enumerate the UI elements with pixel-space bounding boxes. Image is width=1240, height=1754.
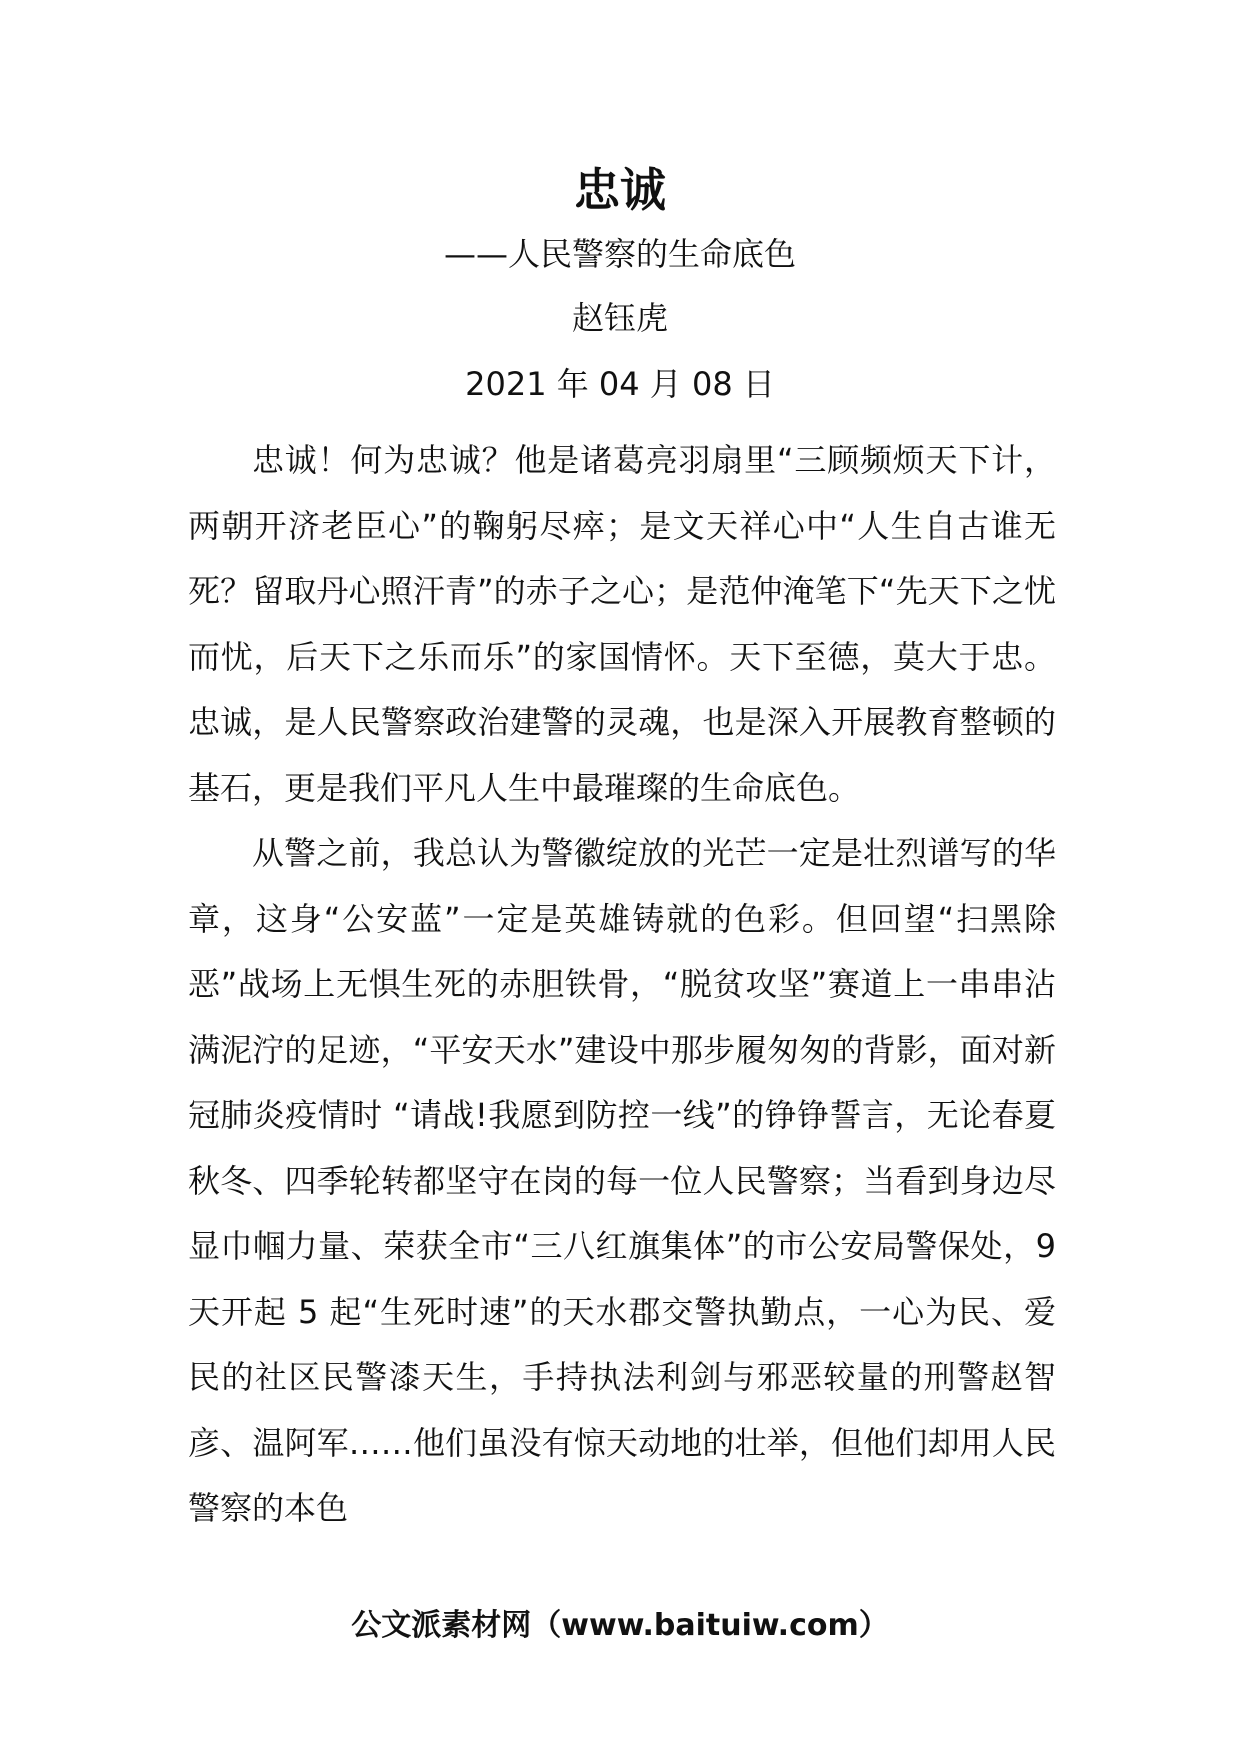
document-author: 赵钰虎 — [571, 299, 668, 337]
footer-source: 公文派素材网（www.baituiw.com） — [351, 1608, 889, 1643]
document-title: 忠诚 — [574, 163, 666, 217]
document-body — [188, 428, 1056, 1542]
document-subtitle: ——人民警察的生命底色 — [443, 235, 796, 273]
document-date: 2021 年 04 月 08 日 — [465, 365, 775, 403]
paragraph-2: 从警之前，我总认为警徽绽放的光芒一定是壮烈谱写的华章，这身“公安蓝”一定是英雄铸就的色彩。但回望“扫黑除恶”战场上无惧生死的赤胆铁骨，“脱贫攻坚”赛道上一串串沾满泥泞的足迹，“平安天水”建设中那步履匆匆的背影，面对新冠肺炎疫情时 “请战!我愿到防控一线”的铮铮誓言，无论春夏秋冬、四季轮转都坚守在岗的每一位人民警察；当看到身边尽显巾帼力量、荣获全市“三八红旗集体”的市公安局警保处，9 天开起 5 起“生死时速”的天水郡交警执勤点，一心为民、爱民的社区民警漆天生，手持执法利剑与邪恶较量的刑警赵智彦、温阿军……他们虽没有惊天动地的壮举，但他们却用人民警察的本色 — [188, 834, 1056, 1527]
paragraph-1: 忠诚！何为忠诚？他是诸葛亮羽扇里“三顾频烦天下计，两朝开济老臣心”的鞠躬尽瘁；是文天祥心中“人生自古谁无死？留取丹心照汗青”的赤子之心；是范仲淹笔下“先天下之忧而忧，后天下之乐而乐”的家国情怀。天下至德，莫大于忠。忠诚，是人民警察政治建警的灵魂，也是深入开展教育整顿的基石，更是我们平凡人生中最璀璨的生命底色。 — [188, 441, 1056, 807]
